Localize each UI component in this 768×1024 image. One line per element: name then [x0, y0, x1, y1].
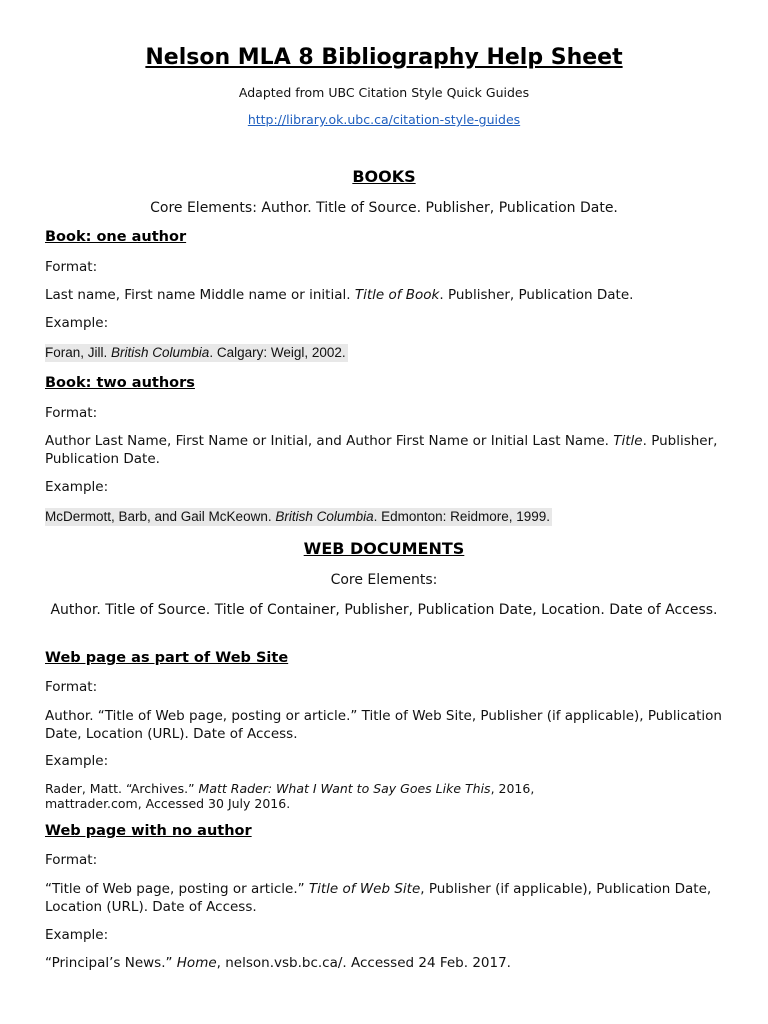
- book-two-authors-format-label: Format:: [45, 405, 98, 421]
- web-no-author-example: “Principal’s News.” Home, nelson.vsb.bc.ca/. Accessed 24 Feb. 2017.: [45, 955, 511, 971]
- book-two-authors-heading: Book: two authors: [45, 375, 195, 391]
- book-one-author-format-label: Format:: [45, 259, 98, 275]
- book-two-authors-example-label: Example:: [45, 479, 109, 495]
- web-part-of-site-format-label: Format:: [45, 679, 98, 695]
- book-one-author-format: Last name, First name Middle name or initial. Title of Book. Publisher, Publication Date.: [45, 287, 634, 303]
- web-page-no-author-heading: Web page with no author: [45, 823, 252, 839]
- books-section-heading: BOOKS: [352, 167, 416, 186]
- web-page-part-of-site-heading: Web page as part of Web Site: [45, 650, 289, 666]
- web-no-author-format-label: Format:: [45, 852, 98, 868]
- web-no-author-example-label: Example:: [45, 927, 109, 943]
- book-one-author-example-label: Example:: [45, 315, 109, 331]
- citation-guides-link[interactable]: http://library.ok.ubc.ca/citation-style-guides: [247, 112, 521, 127]
- book-one-author-example: Foran, Jill. British Columbia. Calgary: Weigl, 2002.: [45, 345, 346, 360]
- book-two-authors-format: Author Last Name, First Name or Initial, and Author First Name or Initial Last Name. Title. Publisher, Publication Date.: [45, 433, 718, 467]
- web-part-of-site-example: Rader, Matt. “Archives.” Matt Rader: What I Want to Say Goes Like This, 2016, mattrader.com, Accessed 30 July 2016.: [45, 781, 535, 811]
- page-title: Nelson MLA 8 Bibliography Help Sheet: [145, 45, 623, 70]
- web-part-of-site-example-label: Example:: [45, 753, 109, 769]
- web-part-of-site-format: Author. “Title of Web page, posting or article.” Title of Web Site, Publisher (if applicable), Publication Date, Location (URL). Date of Access.: [45, 708, 722, 742]
- web-core-elements: Author. Title of Source. Title of Container, Publisher, Publication Date, Location. Date of Access.: [50, 602, 718, 618]
- page-subtitle: Adapted from UBC Citation Style Quick Guides: [238, 85, 530, 100]
- book-one-author-heading: Book: one author: [45, 229, 187, 245]
- books-core-elements: Core Elements: Author. Title of Source. Publisher, Publication Date.: [150, 200, 618, 216]
- web-core-elements-label: Core Elements:: [330, 572, 438, 588]
- web-section-heading: WEB DOCUMENTS: [303, 539, 465, 558]
- web-no-author-format: “Title of Web page, posting or article.” Title of Web Site, Publisher (if applicable), Publication Date, Location (URL). Date of Access.: [45, 881, 712, 915]
- book-two-authors-example: McDermott, Barb, and Gail McKeown. British Columbia. Edmonton: Reidmore, 1999.: [45, 509, 550, 524]
